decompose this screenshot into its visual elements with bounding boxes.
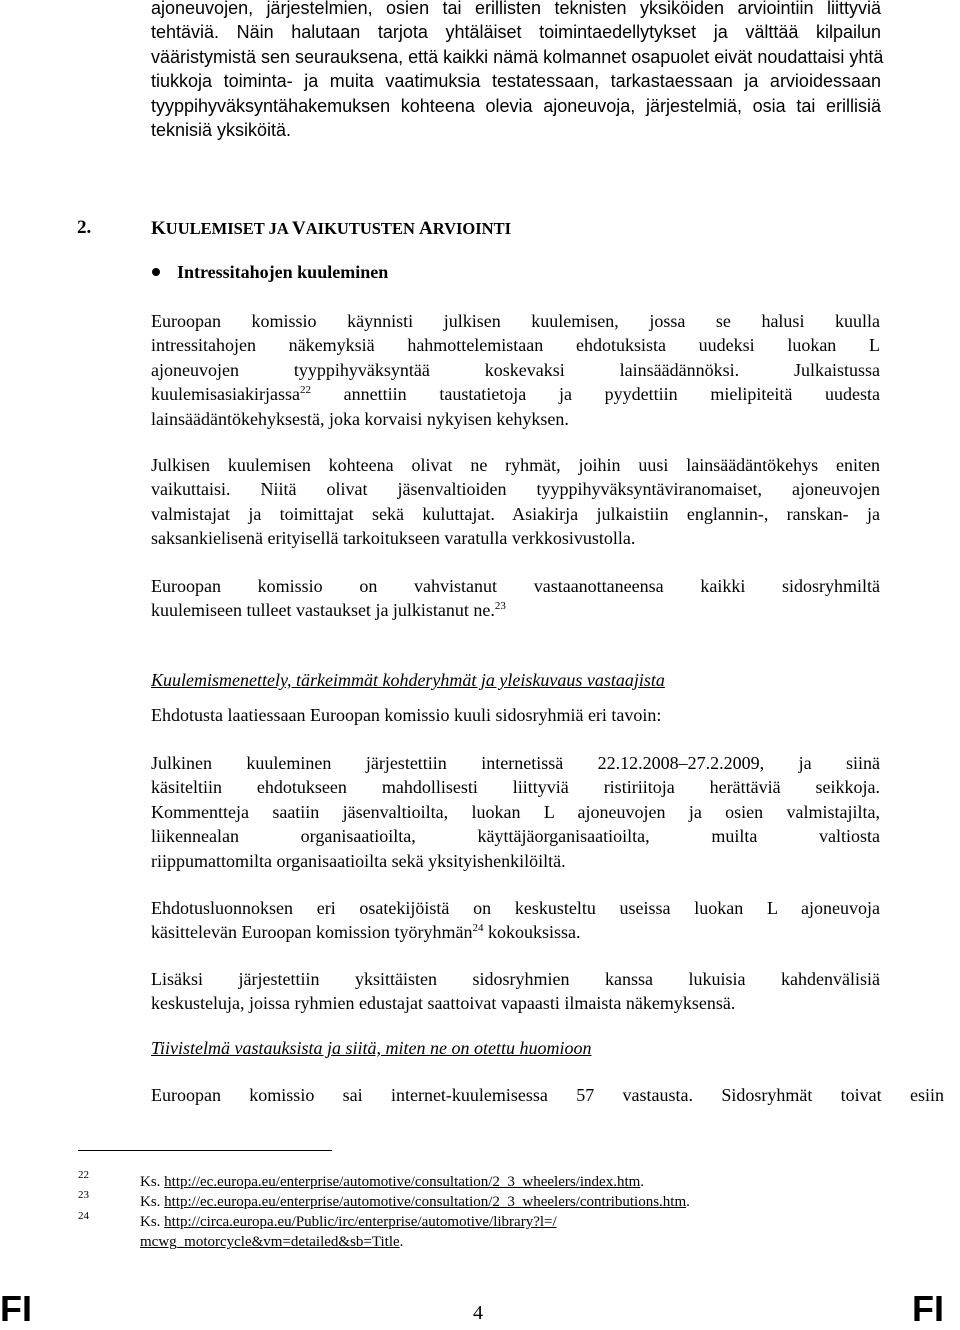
footnote-divider: [78, 1150, 332, 1151]
text-line: käsittelevän Euroopan komission työryhmän$^{24}$ kokouksissa.: [151, 922, 581, 943]
footnote-number: 22: [78, 1169, 89, 1181]
text-line: Euroopan komissio käynnisti julkisen kuulemisen, jossa se halusi kuulla: [151, 311, 880, 331]
footer-language-left: FI: [0, 1288, 32, 1329]
text-line: Euroopan komissio sai internet-kuulemisessa 57 vastausta. Sidosryhmät toivat esiin: [151, 1085, 944, 1105]
footnote-ref-24: 24: [472, 922, 484, 935]
text-line: valmistajat ja toimittajat sekä kuluttajat. Asiakirja julkaistiin englannin-, ranskan- ja: [151, 503, 880, 524]
paragraph-confirmation: [151, 574, 880, 623]
text-line: teknisiä yksiköitä.: [151, 120, 292, 141]
intro-paragraph: [151, 0, 884, 142]
footnote-number: 23: [78, 1189, 89, 1201]
footnote-24: Ks. http://circa.europa.eu/Public/irc/enterprise/automotive/library?l=/ mcwg_motorcycle&vm=detailed&sb=Title.: [140, 1214, 557, 1250]
footnote-link-23[interactable]: http://ec.europa.eu/enterprise/automotive/consultation/2_3_wheelers/contributions.htm: [164, 1194, 687, 1210]
text-line: käsiteltiin ehdotukseen mahdollisesti liittyviä ristiriitoja herättäviä seikkoja.: [151, 777, 880, 798]
subheading-consultation-process: Kuulemismenettely, tärkeimmät kohderyhmät ja yleiskuvaus vastaajista: [151, 670, 665, 690]
paragraph-working-group: [151, 896, 880, 945]
paragraph-consultation: [151, 309, 880, 431]
text-line: riippumattomilta organisaatioilta sekä yksityishenkilöiltä.: [151, 850, 566, 871]
text-line: ajoneuvojen, järjestelmien, osien tai erillisten teknisten yksiköiden arviointiin liittyviä: [151, 0, 881, 18]
text-line: liikennealan organisaatioilta, käyttäjäorganisaatioilta, muilta valtiosta: [151, 826, 880, 847]
paragraph-bilateral: [151, 967, 880, 1016]
paragraph-target-groups: [151, 453, 880, 551]
text-line: tehtäviä. Näin halutaan tarjota yhtäläiset toimintaedellytykset ja välttää kilpailun: [151, 22, 881, 43]
bullet-heading: Intressitahojen kuuleminen: [177, 262, 389, 282]
paragraph-responses: [151, 1083, 944, 1107]
text-line: Julkinen kuuleminen järjestettiin internetissä 22.12.2008–27.2.2009, ja siinä: [151, 753, 880, 773]
section-number: 2.: [77, 217, 92, 238]
text-line: tyyppihyväksyntähakemuksen kohteena olevia ajoneuvoja, järjestelmiä, osia tai erillisiä: [151, 95, 881, 116]
text-line: Ehdotusluonnoksen eri osatekijöistä on keskusteltu useissa luokan L ajoneuvoja: [151, 898, 880, 918]
footnote-23: Ks. http://ec.europa.eu/enterprise/automotive/consultation/2_3_wheelers/contributions.htm.: [140, 1194, 690, 1210]
footnote-link-24[interactable]: http://circa.europa.eu/Public/irc/enterprise/automotive/library?l=/: [164, 1214, 557, 1230]
footnote-link-22[interactable]: http://ec.europa.eu/enterprise/automotive/consultation/2_3_wheelers/index.htm: [164, 1174, 641, 1190]
text-line: Lisäksi järjestettiin yksittäisten sidosryhmien kanssa lukuisia kahdenvälisiä: [151, 969, 880, 989]
text-line: vääristymistä sen seurauksena, että kaikki nämä kolmannet osapuolet eivät noudattaisi yhtä: [151, 46, 884, 67]
text-line: Kommentteja saatiin jäsenvaltioilta, luokan L ajoneuvojen ja osien valmistajilta,: [151, 801, 880, 822]
page-number: 4: [473, 1302, 483, 1324]
text-line: saksankielisenä erityisellä tarkoitukseen varatulla verkkosivustolla.: [151, 528, 636, 549]
text-line: ajoneuvojen tyyppihyväksyntää koskevaksi lainsäädännöksi. Julkaistussa: [151, 359, 880, 380]
text-line: kuulemiseen tulleet vastaukset ja julkistanut ne.$^{23}$: [151, 600, 506, 621]
footnote-ref-23: 23: [494, 600, 506, 613]
text-line: intressitahojen näkemyksiä hahmottelemistaan ehdotuksista uudeksi luokan L: [151, 335, 880, 356]
paragraph-methods-intro: Ehdotusta laatiessaan Euroopan komissio kuuli sidosryhmiä eri tavoin:: [151, 705, 662, 725]
footnote-number: 24: [78, 1210, 89, 1222]
footnote-ref-22: 22: [299, 384, 311, 397]
text-line: vaikuttaisi. Niitä olivat jäsenvaltioiden tyyppihyväksyntäviranomaiset, ajoneuvojen: [151, 479, 880, 500]
text-line: lainsäädäntökehyksestä, joka korvaisi nykyisen kehyksen.: [151, 408, 569, 429]
paragraph-public-consultation: [151, 751, 880, 873]
subheading-summary-responses: Tiivistelmä vastauksista ja siitä, miten ne on otettu huomioon: [151, 1038, 592, 1058]
text-line: Euroopan komissio on vahvistanut vastaanottaneensa kaikki sidosryhmiltä: [151, 576, 880, 596]
footer-language-right: FI: [912, 1288, 944, 1329]
text-line: Julkisen kuulemisen kohteena olivat ne ryhmät, joihin uusi lainsäädäntökehys eniten: [151, 455, 880, 475]
bullet-icon: [152, 268, 160, 276]
footnote-22: Ks. http://ec.europa.eu/enterprise/automotive/consultation/2_3_wheelers/index.htm.: [140, 1174, 645, 1190]
text-line: kuulemisasiakirjassa$^{22}$ annettiin taustatietoja ja pyydettiin mielipiteitä uudesta: [151, 384, 880, 405]
footnote-link-24-cont[interactable]: mcwg_motorcycle&vm=detailed&sb=Title: [140, 1234, 400, 1250]
text-line: tiukkoja toiminta- ja muita vaatimuksia testatessaan, tarkastaessaan ja arvioidessaan: [151, 71, 881, 92]
section-title: KUULEMISET JA VAIKUTUSTEN ARVIOINTI: [151, 218, 512, 239]
text-line: keskusteluja, joissa ryhmien edustajat saattoivat vapaasti ilmaista näkemyksensä.: [151, 993, 736, 1014]
